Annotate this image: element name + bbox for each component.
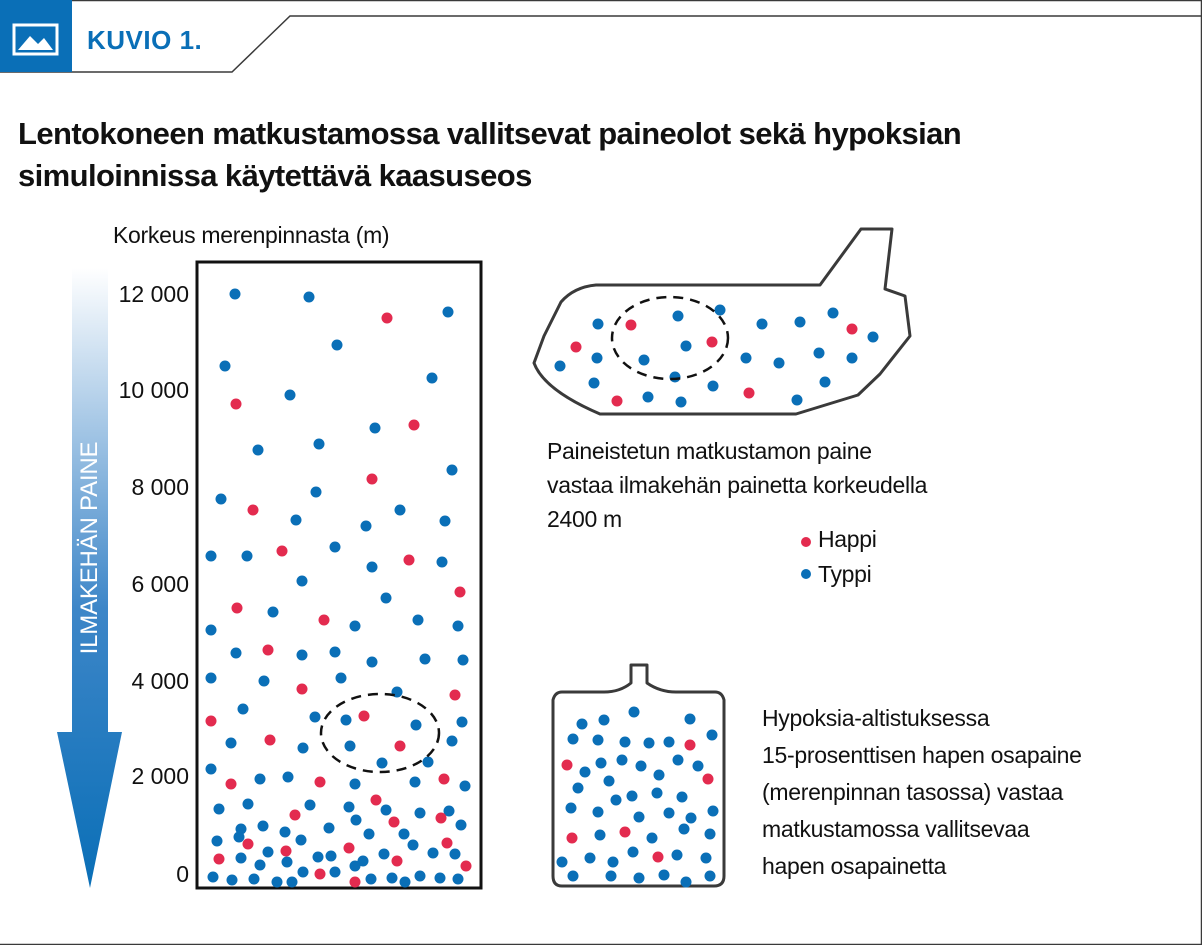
figure-title <box>18 113 961 197</box>
nitrogen-particle <box>297 650 308 661</box>
nitrogen-particle <box>437 557 448 568</box>
altitude-tick-label: 4 000 <box>131 668 189 694</box>
nitrogen-particle <box>634 812 645 823</box>
oxygen-particle <box>315 777 326 788</box>
oxygen-particle <box>389 817 400 828</box>
nitrogen-particle <box>677 792 688 803</box>
oxygen-particle <box>206 716 217 727</box>
oxygen-particle <box>232 603 243 614</box>
figure-label: KUVIO 1. <box>87 25 203 55</box>
nitrogen-particle <box>326 851 337 862</box>
nitrogen-particle <box>847 353 858 364</box>
nitrogen-particle <box>664 808 675 819</box>
nitrogen-particle <box>634 873 645 884</box>
altitude-tick-label: 12 000 <box>118 281 189 307</box>
oxygen-particle <box>685 740 696 751</box>
nitrogen-particle <box>310 712 321 723</box>
bottle-outline <box>553 665 724 886</box>
caption-line: vastaa ilmakehän painetta korkeudella <box>547 472 928 498</box>
nitrogen-particle <box>636 761 647 772</box>
nitrogen-particle <box>366 874 377 885</box>
nitrogen-particle <box>206 673 217 684</box>
nitrogen-particle <box>664 737 675 748</box>
nitrogen-particle <box>283 772 294 783</box>
nitrogen-particle <box>304 292 315 303</box>
nitrogen-particle <box>220 361 231 372</box>
nitrogen-particle <box>611 795 622 806</box>
nitrogen-particle <box>814 348 825 359</box>
cabin-caption <box>547 434 927 536</box>
nitrogen-particle <box>456 820 467 831</box>
nitrogen-particle <box>440 516 451 527</box>
nitrogen-particle <box>453 874 464 885</box>
caption-line: Paineistetun matkustamon paine <box>547 438 872 464</box>
nitrogen-particle <box>593 735 604 746</box>
oxygen-particle <box>382 313 393 324</box>
nitrogen-particle <box>460 781 471 792</box>
nitrogen-particle <box>400 877 411 888</box>
nitrogen-particle <box>435 873 446 884</box>
oxygen-particle <box>315 869 326 880</box>
nitrogen-particle <box>370 423 381 434</box>
nitrogen-particle <box>447 736 458 747</box>
nitrogen-particle <box>291 515 302 526</box>
nitrogen-particle <box>243 799 254 810</box>
oxygen-particle <box>653 852 664 863</box>
nitrogen-particle <box>381 805 392 816</box>
nitrogen-particle <box>672 850 683 861</box>
nitrogen-particle <box>595 830 606 841</box>
oxygen-particle <box>290 810 301 821</box>
nitrogen-particle <box>208 872 219 883</box>
oxygen-particle <box>243 839 254 850</box>
nitrogen-particle <box>820 377 831 388</box>
altitude-tick-label: 6 000 <box>131 571 189 597</box>
nitrogen-particle <box>324 823 335 834</box>
nitrogen-particle <box>377 758 388 769</box>
oxygen-particle <box>620 827 631 838</box>
nitrogen-particle <box>415 808 426 819</box>
legend-oxygen-label: Happi <box>818 526 877 552</box>
oxygen-particle <box>562 760 573 771</box>
oxygen-particle <box>265 735 276 746</box>
nitrogen-particle <box>238 704 249 715</box>
nitrogen-particle <box>287 877 298 888</box>
nitrogen-particle <box>458 655 469 666</box>
oxygen-particle <box>359 711 370 722</box>
nitrogen-particle <box>399 829 410 840</box>
nitrogen-particle <box>557 857 568 868</box>
bottle-caption <box>762 700 1082 885</box>
oxygen-particle <box>395 741 406 752</box>
oxygen-particle <box>847 324 858 335</box>
nitrogen-particle <box>686 813 697 824</box>
nitrogen-particle <box>589 378 600 389</box>
nitrogen-particle <box>367 562 378 573</box>
nitrogen-particle <box>868 332 879 343</box>
nitrogen-particle <box>617 755 628 766</box>
oxygen-particle <box>214 854 225 865</box>
nitrogen-particle <box>596 758 607 769</box>
nitrogen-particle <box>708 381 719 392</box>
nitrogen-particle <box>206 551 217 562</box>
nitrogen-particle <box>350 621 361 632</box>
nitrogen-particle <box>234 832 245 843</box>
nitrogen-particle <box>280 827 291 838</box>
oxygen-particle <box>703 774 714 785</box>
oxygen-particle <box>744 388 755 399</box>
nitrogen-particle <box>673 755 684 766</box>
oxygen-particle <box>439 774 450 785</box>
nitrogen-particle <box>620 737 631 748</box>
nitrogen-particle <box>644 738 655 749</box>
oxygen-particle <box>461 861 472 872</box>
nitrogen-particle <box>313 852 324 863</box>
nitrogen-particle <box>639 355 650 366</box>
oxygen-particle <box>442 838 453 849</box>
nitrogen-particle <box>282 857 293 868</box>
oxygen-particle <box>319 615 330 626</box>
nitrogen-particle <box>298 867 309 878</box>
nitrogen-particle <box>679 824 690 835</box>
nitrogen-particle <box>629 707 640 718</box>
altitude-tick-label: 0 <box>176 861 189 887</box>
nitrogen-particle <box>676 397 687 408</box>
nitrogen-particle <box>453 621 464 632</box>
nitrogen-particle <box>311 487 322 498</box>
nitrogen-particle <box>258 821 269 832</box>
nitrogen-particle <box>828 308 839 319</box>
nitrogen-particle <box>227 875 238 886</box>
nitrogen-particle <box>253 445 264 456</box>
nitrogen-particle <box>643 392 654 403</box>
nitrogen-particle <box>285 390 296 401</box>
nitrogen-particle <box>568 734 579 745</box>
oxygen-particle <box>263 645 274 656</box>
title-line: Lentokoneen matkustamossa vallitsevat paineolot sekä hypoksian <box>18 116 962 151</box>
nitrogen-particle <box>263 847 274 858</box>
pressure-arrow-label: ILMAKEHÄN PAINE <box>76 441 103 655</box>
nitrogen-particle <box>604 776 615 787</box>
nitrogen-particle <box>206 625 217 636</box>
nitrogen-particle <box>305 800 316 811</box>
nitrogen-particle <box>774 358 785 369</box>
oxygen-particle <box>436 813 447 824</box>
nitrogen-particle <box>206 764 217 775</box>
oxygen-particle <box>231 399 242 410</box>
nitrogen-particle <box>395 505 406 516</box>
oxygen-particle <box>626 320 637 331</box>
legend-nitrogen-dot <box>801 569 811 579</box>
nitrogen-particle <box>255 860 266 871</box>
nitrogen-particle <box>450 849 461 860</box>
nitrogen-particle <box>408 840 419 851</box>
nitrogen-particle <box>411 720 422 731</box>
altitude-axis-title: Korkeus merenpinnasta (m) <box>113 222 390 248</box>
oxygen-particle <box>455 587 466 598</box>
nitrogen-particle <box>707 730 718 741</box>
nitrogen-particle <box>593 807 604 818</box>
nitrogen-particle <box>654 770 665 781</box>
nitrogen-particle <box>705 871 716 882</box>
nitrogen-particle <box>757 319 768 330</box>
oxygen-particle <box>281 846 292 857</box>
nitrogen-particle <box>361 521 372 532</box>
legend-oxygen-dot <box>801 537 811 547</box>
oxygen-particle <box>344 843 355 854</box>
nitrogen-particle <box>420 654 431 665</box>
nitrogen-particle <box>236 853 247 864</box>
oxygen-particle <box>350 877 361 888</box>
oxygen-particle <box>567 833 578 844</box>
nitrogen-particle <box>573 783 584 794</box>
nitrogen-particle <box>608 857 619 868</box>
nitrogen-particle <box>351 815 362 826</box>
nitrogen-particle <box>681 341 692 352</box>
nitrogen-particle <box>259 676 270 687</box>
caption-line: 15-prosenttisen hapen osapaine <box>762 742 1082 768</box>
nitrogen-particle <box>296 835 307 846</box>
nitrogen-particle <box>410 777 421 788</box>
nitrogen-particle <box>314 439 325 450</box>
nitrogen-particle <box>415 871 426 882</box>
nitrogen-particle <box>427 373 438 384</box>
oxygen-particle <box>392 856 403 867</box>
nitrogen-particle <box>606 871 617 882</box>
nitrogen-particle <box>599 715 610 726</box>
nitrogen-particle <box>693 761 704 772</box>
oxygen-particle <box>371 795 382 806</box>
nitrogen-particle <box>212 836 223 847</box>
nitrogen-particle <box>670 372 681 383</box>
title-line: simuloinnissa käytettävä kaasuseos <box>18 158 532 193</box>
nitrogen-particle <box>350 861 361 872</box>
nitrogen-particle <box>708 806 719 817</box>
caption-line: (merenpinnan tasossa) vastaa <box>762 779 1063 805</box>
nitrogen-particle <box>255 774 266 785</box>
nitrogen-particle <box>272 877 283 888</box>
nitrogen-particle <box>242 551 253 562</box>
nitrogen-particle <box>580 767 591 778</box>
nitrogen-particle <box>423 757 434 768</box>
nitrogen-particle <box>673 311 684 322</box>
nitrogen-particle <box>332 340 343 351</box>
legend-markers <box>800 536 814 582</box>
nitrogen-particle <box>330 647 341 658</box>
oxygen-particle <box>707 337 718 348</box>
nitrogen-particle <box>216 494 227 505</box>
nitrogen-particle <box>795 317 806 328</box>
nitrogen-particle <box>568 871 579 882</box>
nitrogen-particle <box>443 307 454 318</box>
nitrogen-particle <box>330 867 341 878</box>
nitrogen-particle <box>231 648 242 659</box>
nitrogen-particle <box>350 779 361 790</box>
nitrogen-particle <box>447 465 458 476</box>
nitrogen-particle <box>555 361 566 372</box>
nitrogen-particle <box>592 353 603 364</box>
nitrogen-particle <box>628 847 639 858</box>
altitude-tick-label: 10 000 <box>118 377 189 403</box>
nitrogen-particle <box>344 802 355 813</box>
nitrogen-particle <box>249 874 260 885</box>
nitrogen-particle <box>457 717 468 728</box>
badge-background <box>0 0 72 72</box>
nitrogen-particle <box>330 542 341 553</box>
oxygen-particle <box>277 546 288 557</box>
nitrogen-particle <box>585 853 596 864</box>
caption-line: Hypoksia-altistuksessa <box>762 705 990 731</box>
nitrogen-particle <box>566 803 577 814</box>
nitrogen-particle <box>214 804 225 815</box>
oxygen-particle <box>297 684 308 695</box>
nitrogen-particle <box>336 673 347 684</box>
oxygen-particle <box>409 420 420 431</box>
nitrogen-particle <box>298 743 309 754</box>
oxygen-particle <box>248 505 259 516</box>
oxygen-particle <box>571 342 582 353</box>
altitude-tick-label: 2 000 <box>131 763 189 789</box>
nitrogen-particle <box>268 607 279 618</box>
nitrogen-particle <box>715 305 726 316</box>
caption-line: matkustamossa vallitsevaa <box>762 816 1030 842</box>
nitrogen-particle <box>577 719 588 730</box>
nitrogen-particle <box>226 738 237 749</box>
nitrogen-particle <box>413 615 424 626</box>
nitrogen-particle <box>428 848 439 859</box>
nitrogen-particle <box>364 829 375 840</box>
oxygen-particle <box>404 555 415 566</box>
nitrogen-particle <box>230 289 241 300</box>
oxygen-particle <box>450 690 461 701</box>
caption-line: hapen osapainetta <box>762 853 947 879</box>
nitrogen-particle <box>647 833 658 844</box>
nitrogen-particle <box>387 873 398 884</box>
nitrogen-particle <box>792 395 803 406</box>
nitrogen-particle <box>659 870 670 881</box>
nitrogen-particle <box>593 319 604 330</box>
altitude-column <box>197 262 481 888</box>
nitrogen-particle <box>705 829 716 840</box>
nitrogen-particle <box>381 593 392 604</box>
nitrogen-particle <box>379 849 390 860</box>
oxygen-particle <box>226 779 237 790</box>
nitrogen-particle <box>341 715 352 726</box>
nitrogen-particle <box>741 353 752 364</box>
nitrogen-particle <box>627 791 638 802</box>
nitrogen-particle <box>701 853 712 864</box>
oxygen-particle <box>612 396 623 407</box>
nitrogen-particle <box>685 714 696 725</box>
nitrogen-particle <box>297 576 308 587</box>
nitrogen-particle <box>345 741 356 752</box>
nitrogen-particle <box>681 877 692 888</box>
oxygen-particle <box>367 474 378 485</box>
legend-nitrogen-label: Typpi <box>818 561 872 587</box>
nitrogen-particle <box>652 788 663 799</box>
caption-line: 2400 m <box>547 506 622 532</box>
altitude-tick-label: 8 000 <box>131 474 189 500</box>
nitrogen-particle <box>367 657 378 668</box>
